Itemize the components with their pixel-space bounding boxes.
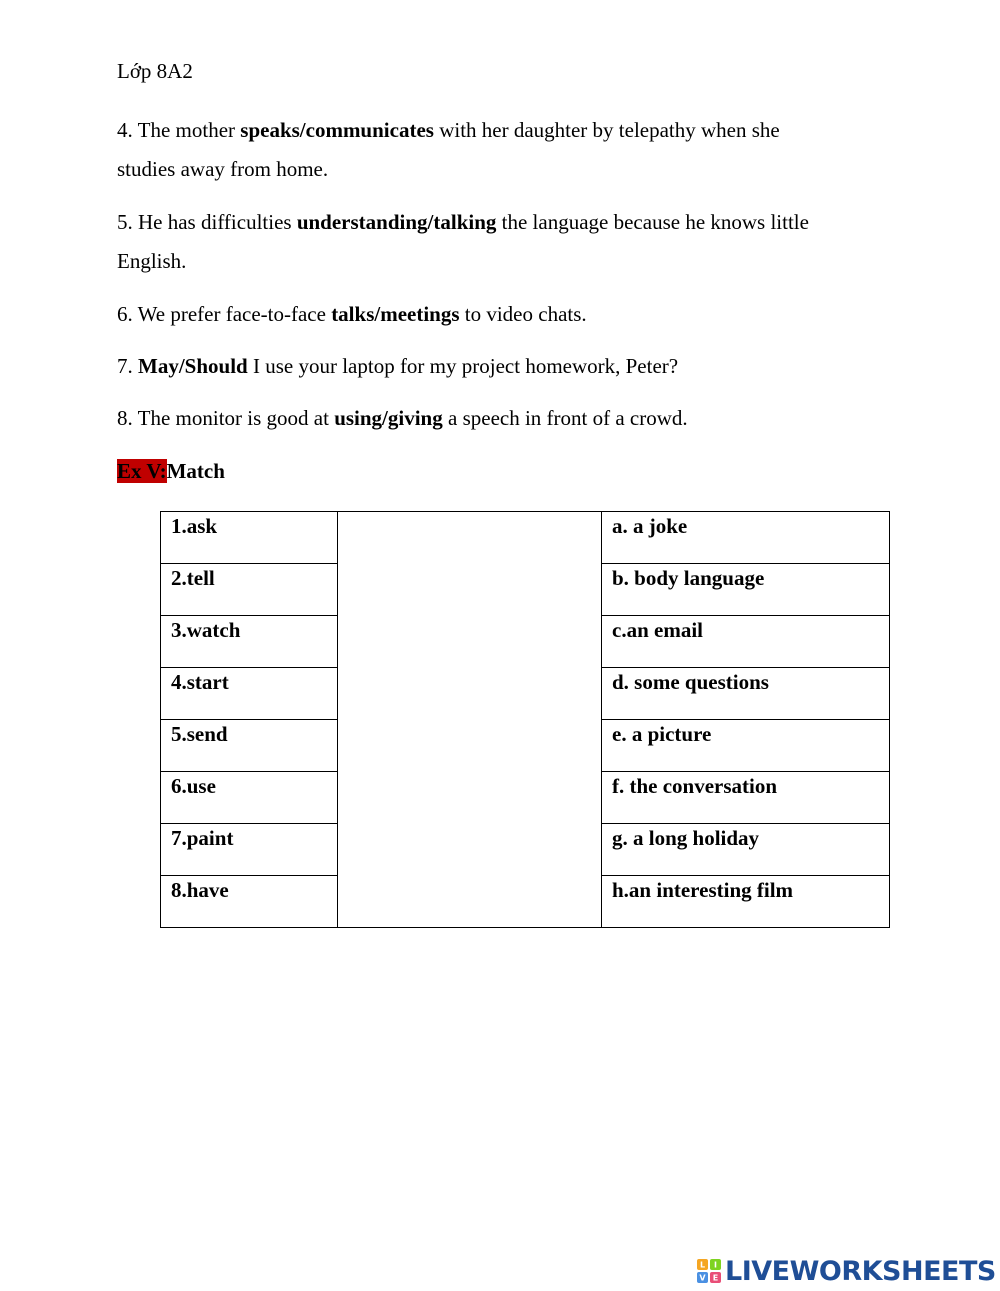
sentence-4-pre: 4. The mother — [117, 118, 241, 142]
verb-cell: 2.tell — [161, 564, 338, 616]
sentence-5-pre: 5. He has difficulties — [117, 210, 297, 234]
verb-cell: 3.watch — [161, 616, 338, 668]
sentence-6-post: to video chats. — [459, 302, 587, 326]
sentence-4-options: speaks/communicates — [240, 118, 434, 142]
sentence-5-line-1 — [117, 203, 809, 242]
sentence-8 — [117, 399, 688, 438]
phrase-cell: g. a long holiday — [602, 824, 890, 876]
sentence-4-line-1 — [117, 111, 780, 150]
exercise-title: Match — [166, 459, 225, 483]
sentence-8-post: a speech in front of a crowd. — [442, 406, 688, 430]
sentence-4-post: with her daughter by telepathy when she — [433, 118, 780, 142]
sentence-7 — [117, 347, 678, 386]
sentence-7-pre: 7. — [117, 354, 138, 378]
sentence-5-options: understanding/talking — [296, 210, 497, 234]
phrase-cell: a. a joke — [602, 512, 890, 564]
table-row — [161, 512, 890, 564]
phrase-cell: h.an interesting film — [602, 876, 890, 928]
sentence-5-line-2: English. — [117, 249, 187, 273]
logo-letter: E — [712, 1273, 719, 1283]
verb-cell: 7.paint — [161, 824, 338, 876]
phrase-cell: c.an email — [602, 616, 890, 668]
exercise-tag: Ex V: — [117, 459, 167, 483]
sentence-7-post: I use your laptop for my project homework, Peter? — [247, 354, 679, 378]
verb-cell: 8.have — [161, 876, 338, 928]
class-label: Lớp 8A2 — [117, 59, 193, 83]
sentence-8-pre: 8. The monitor is good at — [117, 406, 335, 430]
logo-letter: V — [699, 1273, 706, 1283]
verb-cell: 1.ask — [161, 512, 338, 564]
sentence-8-options: using/giving — [334, 406, 443, 430]
phrase-cell: e. a picture — [602, 720, 890, 772]
sentence-4-line-2: studies away from home. — [117, 157, 329, 181]
verb-cell: 5.send — [161, 720, 338, 772]
phrase-cell: b. body language — [602, 564, 890, 616]
verb-cell: 4.start — [161, 668, 338, 720]
matching-area[interactable] — [338, 512, 602, 928]
sentence-6-options: talks/meetings — [331, 302, 460, 326]
phrase-cell: d. some questions — [602, 668, 890, 720]
sentence-6 — [117, 295, 587, 334]
exercise-heading — [117, 452, 225, 491]
sentence-7-options: May/Should — [138, 354, 248, 378]
sentence-5-post: the language because he knows little — [496, 210, 809, 234]
liveworksheets-logo-icon — [697, 1259, 721, 1283]
logo-letter: L — [699, 1260, 706, 1270]
logo-letter: I — [714, 1260, 717, 1270]
verb-cell: 6.use — [161, 772, 338, 824]
sentence-6-pre: 6. We prefer face-to-face — [117, 302, 332, 326]
phrase-cell: f. the conversation — [602, 772, 890, 824]
brand-name: LIVEWORKSHEETS — [725, 1255, 996, 1287]
liveworksheets-brand[interactable] — [697, 1254, 996, 1288]
match-table — [160, 511, 890, 928]
